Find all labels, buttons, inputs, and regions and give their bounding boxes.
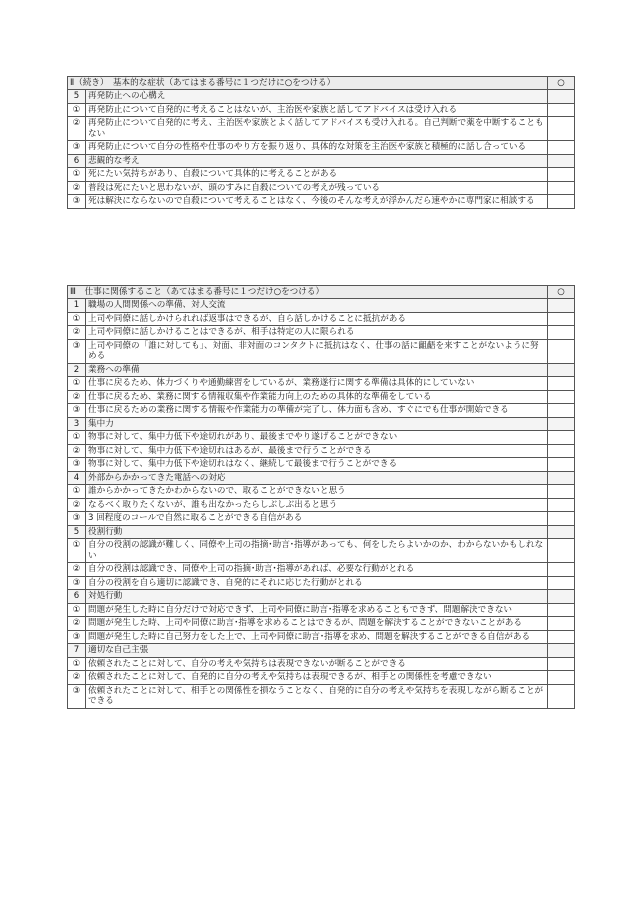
section-title: 役割行動 xyxy=(86,525,548,538)
section-number: 2 xyxy=(68,363,86,376)
section-number: 3 xyxy=(68,417,86,430)
option-text: なるべく取りたくないが、誰も出なかったらしぶしぶ出ると思う xyxy=(86,498,548,511)
basic-symptoms-table xyxy=(67,76,575,209)
section-row xyxy=(68,471,575,484)
option-text: 物事に対して、集中力低下や途切れがあり、最後までやり遂げることができない xyxy=(86,431,548,444)
option-text: 誰からかかってきたかわからないので、取ることができないと思う xyxy=(86,485,548,498)
answer-check-cell[interactable] xyxy=(548,603,575,616)
answer-check-cell[interactable] xyxy=(548,444,575,457)
option-marker: ① xyxy=(68,431,86,444)
answer-check-cell[interactable] xyxy=(548,576,575,589)
option-text: 再発防止について自発的に考え、主治医や家族とよく話してアドバイスも受け入れる。自己判断で薬を中断することもない xyxy=(86,117,548,141)
section-row xyxy=(68,644,575,657)
section-check-cell xyxy=(548,590,575,603)
option-text: 物事に対して、集中力低下や途切れはあるが、最後まで行うことができる xyxy=(86,444,548,457)
option-marker: ③ xyxy=(68,512,86,525)
option-row xyxy=(68,684,575,708)
answer-check-cell[interactable] xyxy=(548,563,575,576)
answer-check-cell[interactable] xyxy=(548,141,575,154)
option-text: 再発防止について自発的に考えることはないが、主治医や家族と話してアドバイスは受け入れる xyxy=(86,103,548,116)
answer-check-cell[interactable] xyxy=(548,181,575,194)
option-row xyxy=(68,339,575,363)
section-number: 1 xyxy=(68,299,86,312)
section-check-cell xyxy=(548,363,575,376)
answer-check-cell[interactable] xyxy=(548,377,575,390)
section-row xyxy=(68,90,575,103)
option-row xyxy=(68,390,575,403)
option-marker: ① xyxy=(68,485,86,498)
option-row xyxy=(68,498,575,511)
answer-check-cell[interactable] xyxy=(548,485,575,498)
section-check-cell xyxy=(548,299,575,312)
option-row xyxy=(68,630,575,643)
basic-symptoms-body xyxy=(68,77,575,209)
option-text: 物事に対して、集中力低下や途切れはなく、継続して最後まで行うことができる xyxy=(86,458,548,471)
section-number: 5 xyxy=(68,90,86,103)
option-row xyxy=(68,312,575,325)
answer-check-cell[interactable] xyxy=(548,512,575,525)
answer-check-cell[interactable] xyxy=(548,498,575,511)
option-text: 自分の役割を自ら適切に認識でき、自発的にそれに応じた行動がとれる xyxy=(86,576,548,589)
option-marker: ③ xyxy=(68,195,86,208)
option-marker: ② xyxy=(68,498,86,511)
option-text: 依頼されたことに対して、自分の考えや気持ちは表現できないが断ることができる xyxy=(86,657,548,670)
option-row xyxy=(68,195,575,208)
table-header-title: Ⅱ（続き） 基本的な症状（あてはまる番号に１つだけに○をつける） xyxy=(68,77,548,90)
option-row xyxy=(68,168,575,181)
section-number: 7 xyxy=(68,644,86,657)
option-marker: ③ xyxy=(68,141,86,154)
section-row xyxy=(68,417,575,430)
option-text: 仕事に戻るための業務に関する情報や作業能力の準備が完了し、体力面も含め、すぐにでも仕事が開始できる xyxy=(86,404,548,417)
section-number: 5 xyxy=(68,525,86,538)
answer-check-cell[interactable] xyxy=(548,195,575,208)
table-header-row xyxy=(68,77,575,90)
option-row xyxy=(68,617,575,630)
option-marker: ② xyxy=(68,390,86,403)
option-marker: ① xyxy=(68,103,86,116)
option-row xyxy=(68,576,575,589)
answer-check-cell[interactable] xyxy=(548,390,575,403)
section-number: 6 xyxy=(68,154,86,167)
option-text: 仕事に戻るため、業務に関する情報収集や作業能力向上のための具体的な準備をしている xyxy=(86,390,548,403)
option-row xyxy=(68,141,575,154)
option-row xyxy=(68,404,575,417)
answer-check-cell[interactable] xyxy=(548,339,575,363)
option-row xyxy=(68,431,575,444)
option-marker: ② xyxy=(68,563,86,576)
option-row xyxy=(68,671,575,684)
section-check-cell xyxy=(548,471,575,484)
section-title: 対処行動 xyxy=(86,590,548,603)
option-marker: ② xyxy=(68,181,86,194)
section-title: 業務への準備 xyxy=(86,363,548,376)
option-row xyxy=(68,603,575,616)
section-title: 外部からかかってきた電話への対応 xyxy=(86,471,548,484)
option-text: 問題が発生した時、上司や同僚に助言･指導を求めることはできるが、問題を解決することができないことがある xyxy=(86,617,548,630)
option-marker: ② xyxy=(68,117,86,141)
answer-check-cell[interactable] xyxy=(548,103,575,116)
answer-check-cell[interactable] xyxy=(548,117,575,141)
section-title: 職場の人間関係への準備、対人交流 xyxy=(86,299,548,312)
option-row xyxy=(68,563,575,576)
option-text: 上司や同僚に話しかけることはできるが、相手は特定の人に限られる xyxy=(86,326,548,339)
section-title: 悲観的な考え xyxy=(86,154,548,167)
section-check-cell xyxy=(548,644,575,657)
option-marker: ① xyxy=(68,168,86,181)
option-row xyxy=(68,117,575,141)
section-check-cell xyxy=(548,417,575,430)
option-text: 3 回程度のコールで自然に取ることができる自信がある xyxy=(86,512,548,525)
answer-check-cell[interactable] xyxy=(548,684,575,708)
option-marker: ③ xyxy=(68,576,86,589)
answer-check-cell[interactable] xyxy=(548,168,575,181)
answer-check-cell[interactable] xyxy=(548,617,575,630)
section-title: 適切な自己主張 xyxy=(86,644,548,657)
work-related-body xyxy=(68,286,575,709)
work-related-table xyxy=(67,285,575,709)
option-marker: ③ xyxy=(68,630,86,643)
answer-check-cell[interactable] xyxy=(548,657,575,670)
section-check-cell xyxy=(548,154,575,167)
section-row xyxy=(68,363,575,376)
section-row xyxy=(68,299,575,312)
option-text: 自分の役割は認識でき、同僚や上司の指摘･助言･指導があれば、必要な行動がとれる xyxy=(86,563,548,576)
option-text: 自分の役割の認識が難しく、同僚や上司の指摘･助言･指導があっても、何をしたらよいかのか、わからないかもしれない xyxy=(86,539,548,563)
option-text: 上司や同僚に話しかけられれば返事はできるが、自ら話しかけることに抵抗がある xyxy=(86,312,548,325)
option-row xyxy=(68,181,575,194)
option-marker: ③ xyxy=(68,458,86,471)
option-row xyxy=(68,377,575,390)
option-marker: ① xyxy=(68,312,86,325)
option-marker: ① xyxy=(68,539,86,563)
table-header-row xyxy=(68,286,575,299)
answer-check-cell[interactable] xyxy=(548,539,575,563)
option-marker: ① xyxy=(68,657,86,670)
table-header-title: Ⅲ 仕事に関係すること（あてはまる番号に１つだけ○をつける） xyxy=(68,286,548,299)
answer-check-cell[interactable] xyxy=(548,404,575,417)
option-text: 問題が発生した時に自己努力をした上で、上司や同僚に助言･指導を求め、問題を解決することができる自信がある xyxy=(86,630,548,643)
section-row xyxy=(68,525,575,538)
section-check-cell xyxy=(548,525,575,538)
answer-check-cell[interactable] xyxy=(548,458,575,471)
table-header-mark: ○ xyxy=(548,77,575,90)
option-marker: ① xyxy=(68,603,86,616)
option-text: 普段は死にたいと思わないが、頭のすみに自殺についての考えが残っている xyxy=(86,181,548,194)
option-row xyxy=(68,444,575,457)
option-text: 依頼されたことに対して、自発的に自分の考えや気持ちは表現できるが、相手との関係性を考慮できない xyxy=(86,671,548,684)
section-number: 4 xyxy=(68,471,86,484)
option-text: 上司や同僚の「誰に対しても」、対面、非対面のコンタクトに抵抗はなく、仕事の話に齟齬を来すことがないように努める xyxy=(86,339,548,363)
option-text: 問題が発生した時に自分だけで対応できず、上司や同僚に助言･指導を求めることもできず、問題解決できない xyxy=(86,603,548,616)
option-marker: ② xyxy=(68,326,86,339)
option-marker: ② xyxy=(68,671,86,684)
option-row xyxy=(68,485,575,498)
option-text: 依頼されたことに対して、相手との関係性を損なうことなく、自発的に自分の考えや気持ちを表現しながら断ることができる xyxy=(86,684,548,708)
option-row xyxy=(68,103,575,116)
table-header-mark: ○ xyxy=(548,286,575,299)
answer-check-cell[interactable] xyxy=(548,630,575,643)
answer-check-cell[interactable] xyxy=(548,326,575,339)
option-row xyxy=(68,539,575,563)
section-title: 集中力 xyxy=(86,417,548,430)
option-text: 死は解決にならないので自殺について考えることはなく、今後のそんな考えが浮かんだら速やかに専門家に相談する xyxy=(86,195,548,208)
section-title: 再発防止への心構え xyxy=(86,90,548,103)
option-text: 仕事に戻るため、体力づくりや通勤練習をしているが、業務遂行に関する準備は具体的にしていない xyxy=(86,377,548,390)
option-row xyxy=(68,657,575,670)
option-marker: ② xyxy=(68,444,86,457)
option-marker: ③ xyxy=(68,404,86,417)
option-row xyxy=(68,326,575,339)
section-check-cell xyxy=(548,90,575,103)
option-text: 死にたい気持ちがあり、自殺について具体的に考えることがある xyxy=(86,168,548,181)
answer-check-cell[interactable] xyxy=(548,312,575,325)
section-row xyxy=(68,590,575,603)
option-marker: ③ xyxy=(68,339,86,363)
option-marker: ③ xyxy=(68,684,86,708)
answer-check-cell[interactable] xyxy=(548,431,575,444)
option-marker: ① xyxy=(68,377,86,390)
option-row xyxy=(68,458,575,471)
section-row xyxy=(68,154,575,167)
option-marker: ② xyxy=(68,617,86,630)
answer-check-cell[interactable] xyxy=(548,671,575,684)
option-row xyxy=(68,512,575,525)
option-text: 再発防止について自分の性格や仕事のやり方を振り返り、具体的な対策を主治医や家族と積極的に話し合っている xyxy=(86,141,548,154)
section-number: 6 xyxy=(68,590,86,603)
